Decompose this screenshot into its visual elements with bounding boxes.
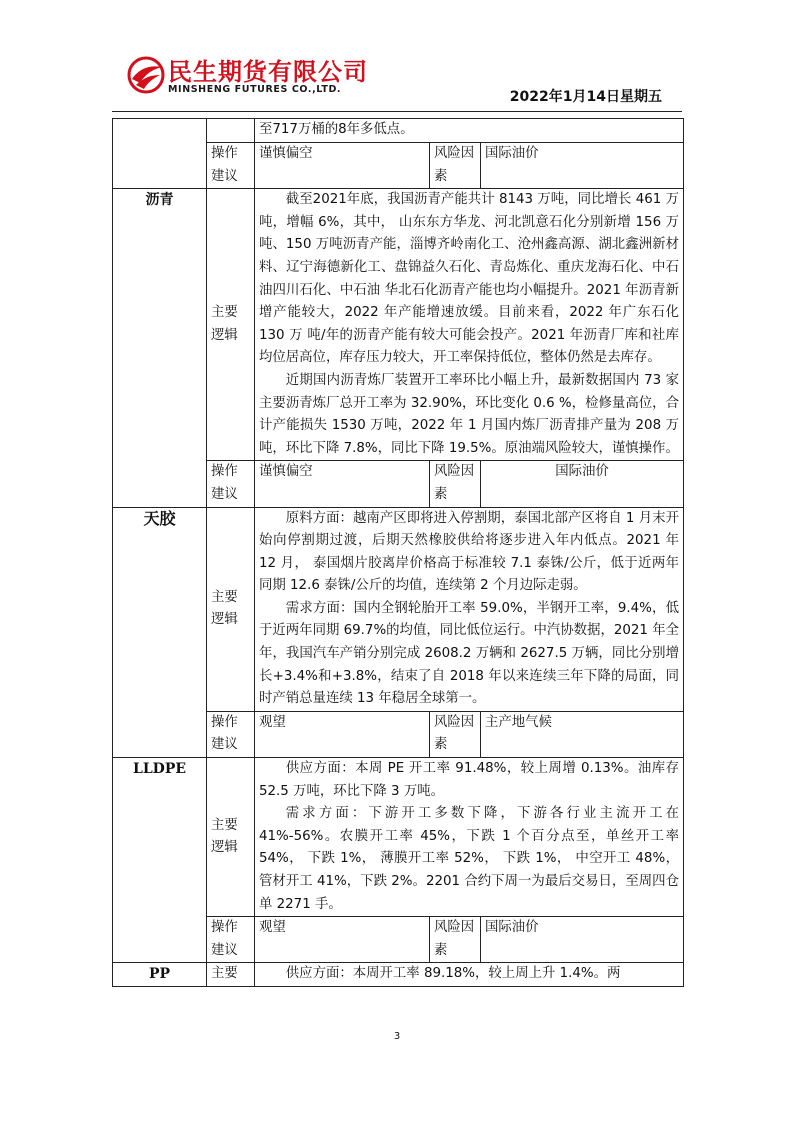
company-logo-icon: [126, 55, 166, 95]
logic-text: [255, 507, 684, 711]
page-header: [0, 0, 794, 118]
advice-label: 操作建议: [207, 917, 255, 963]
paragraph: 近期国内沥青炼厂装置开工率环比小幅上升，最新数据国内 73 家 主要沥青炼厂总开工率为 32.90%，环比变化 0.6 %，检修量高位，合计产能损失 1530 万吨，2022 年 1 月国内炼厂沥青排产量为 208 万吨，环比下降 7.8%，同比下降 19.5%。原油端风险较大，谨慎操作。: [259, 372, 679, 456]
header-divider: [112, 111, 682, 112]
advice-value: 谨慎偏空: [255, 461, 430, 507]
paragraph: 需求方面：下游开工多数下降，下游各行业主流开工在 41%-56%。农膜开工率 45%，下跌 1 个百分点至，单丝开工率 54%， 下跌 1%， 薄膜开工率 52%， 下跌 1%， 中空开工 48%，管材开工 41%，下跌 2%。2201 合约下周一为最后交易日，至周四仓单 2271 手。: [259, 806, 679, 912]
company-name-cn: 民生期货有限公司: [168, 58, 368, 86]
paragraph: 供应方面：本周开工率 89.18%，较上周上升 1.4%。两: [285, 966, 621, 982]
advice-label: 操作建议: [207, 461, 255, 507]
blank-cell: [207, 119, 255, 143]
risk-label: 风险因素: [430, 461, 481, 507]
category-asphalt: 沥青: [113, 189, 207, 507]
risk-value: 国际油价: [481, 143, 684, 189]
page-number: 3: [393, 1031, 401, 1042]
report-date: 2022年1月14日星期五: [509, 89, 662, 105]
category-cell: [113, 119, 207, 189]
company-name-en: MINSHENG FUTURES CO.,LTD.: [168, 84, 342, 95]
logic-label: 主要逻辑: [207, 758, 255, 917]
category-lldpe: LLDPE: [113, 758, 207, 963]
paragraph: 需求方面：国内全钢轮胎开工率 59.0%，半钢开工率，9.4%，低于近两年同期 69.7%的均值，同比低位运行。中汽协数据，2021 年全年，我国汽车产销分别完成 2608.2 万辆和 2627.5 万辆，同比分别增长+3.4%和+3.8%，结束了自 2018 年以来连续三年下降的局面，同时产销总量连续 13 年稳居全球第一。: [259, 600, 679, 707]
logic-text: [255, 963, 684, 987]
advice-label: 操作建议: [207, 711, 255, 757]
risk-label: 风险因素: [430, 143, 481, 189]
continued-text: 至717万桶的8年多低点。: [255, 119, 684, 143]
commodity-table: [112, 118, 684, 987]
paragraph: 供应方面：本周 PE 开工率 91.48%，较上周增 0.13%。油库存 52.5 万吨，环比下降 3 万吨。: [259, 761, 679, 799]
risk-value: 国际油价: [481, 461, 684, 507]
logic-label: 主要: [207, 963, 255, 987]
advice-value: 观望: [255, 917, 430, 963]
risk-value: 国际油价: [481, 917, 684, 963]
category-rubber: 天胶: [113, 507, 207, 758]
risk-value: 主产地气候: [481, 711, 684, 757]
table-row: [113, 507, 684, 711]
risk-label: 风险因素: [430, 711, 481, 757]
table-row: [113, 119, 684, 143]
advice-label: 操作建议: [207, 143, 255, 189]
logic-label: 主要逻辑: [207, 507, 255, 711]
paragraph: 截至2021年底，我国沥青产能共计 8143 万吨，同比增长 461 万吨，增幅 6%，其中， 山东东方华龙、河北凯意石化分别新增 156 万吨、150 万吨沥青产能，淄博齐岭南化工、沧州鑫高源、湖北鑫洲新材料、辽宁海德新化工、盘锦益久石化、青岛炼化、重庆龙海石化、中石油四川石化、中石油 华北石化沥青产能也均小幅提升。2021 年沥青新增产能较大，2022 年产能增速放缓。目前来看，2022 年广东石化 130 万 吨/年的沥青产能有较大可能会投产。2021 年沥青厂库和社库均位居高位，库存压力较大，开工率保持低位，整体仍然是去库存。: [259, 192, 679, 366]
advice-value: 谨慎偏空: [255, 143, 430, 189]
advice-value: 观望: [255, 711, 430, 757]
logic-label: 主要逻辑: [207, 189, 255, 461]
table-row: [113, 189, 684, 461]
logic-text: [255, 189, 684, 461]
table-row: [113, 963, 684, 987]
paragraph: 原料方面：越南产区即将进入停割期，泰国北部产区将自 1 月末开始向停割期过渡，后期天然橡胶供给将逐步进入年内低点。2021 年 12 月， 泰国烟片胶离岸价格高于标准较 7.1 泰铢/公斤，低于近两年同期 12.6 泰铢/公斤的均值，连续第 2 个月边际走弱。: [259, 510, 679, 594]
risk-label: 风险因素: [430, 917, 481, 963]
logic-text: [255, 758, 684, 917]
table-row: [113, 758, 684, 917]
category-pp: PP: [113, 963, 207, 987]
